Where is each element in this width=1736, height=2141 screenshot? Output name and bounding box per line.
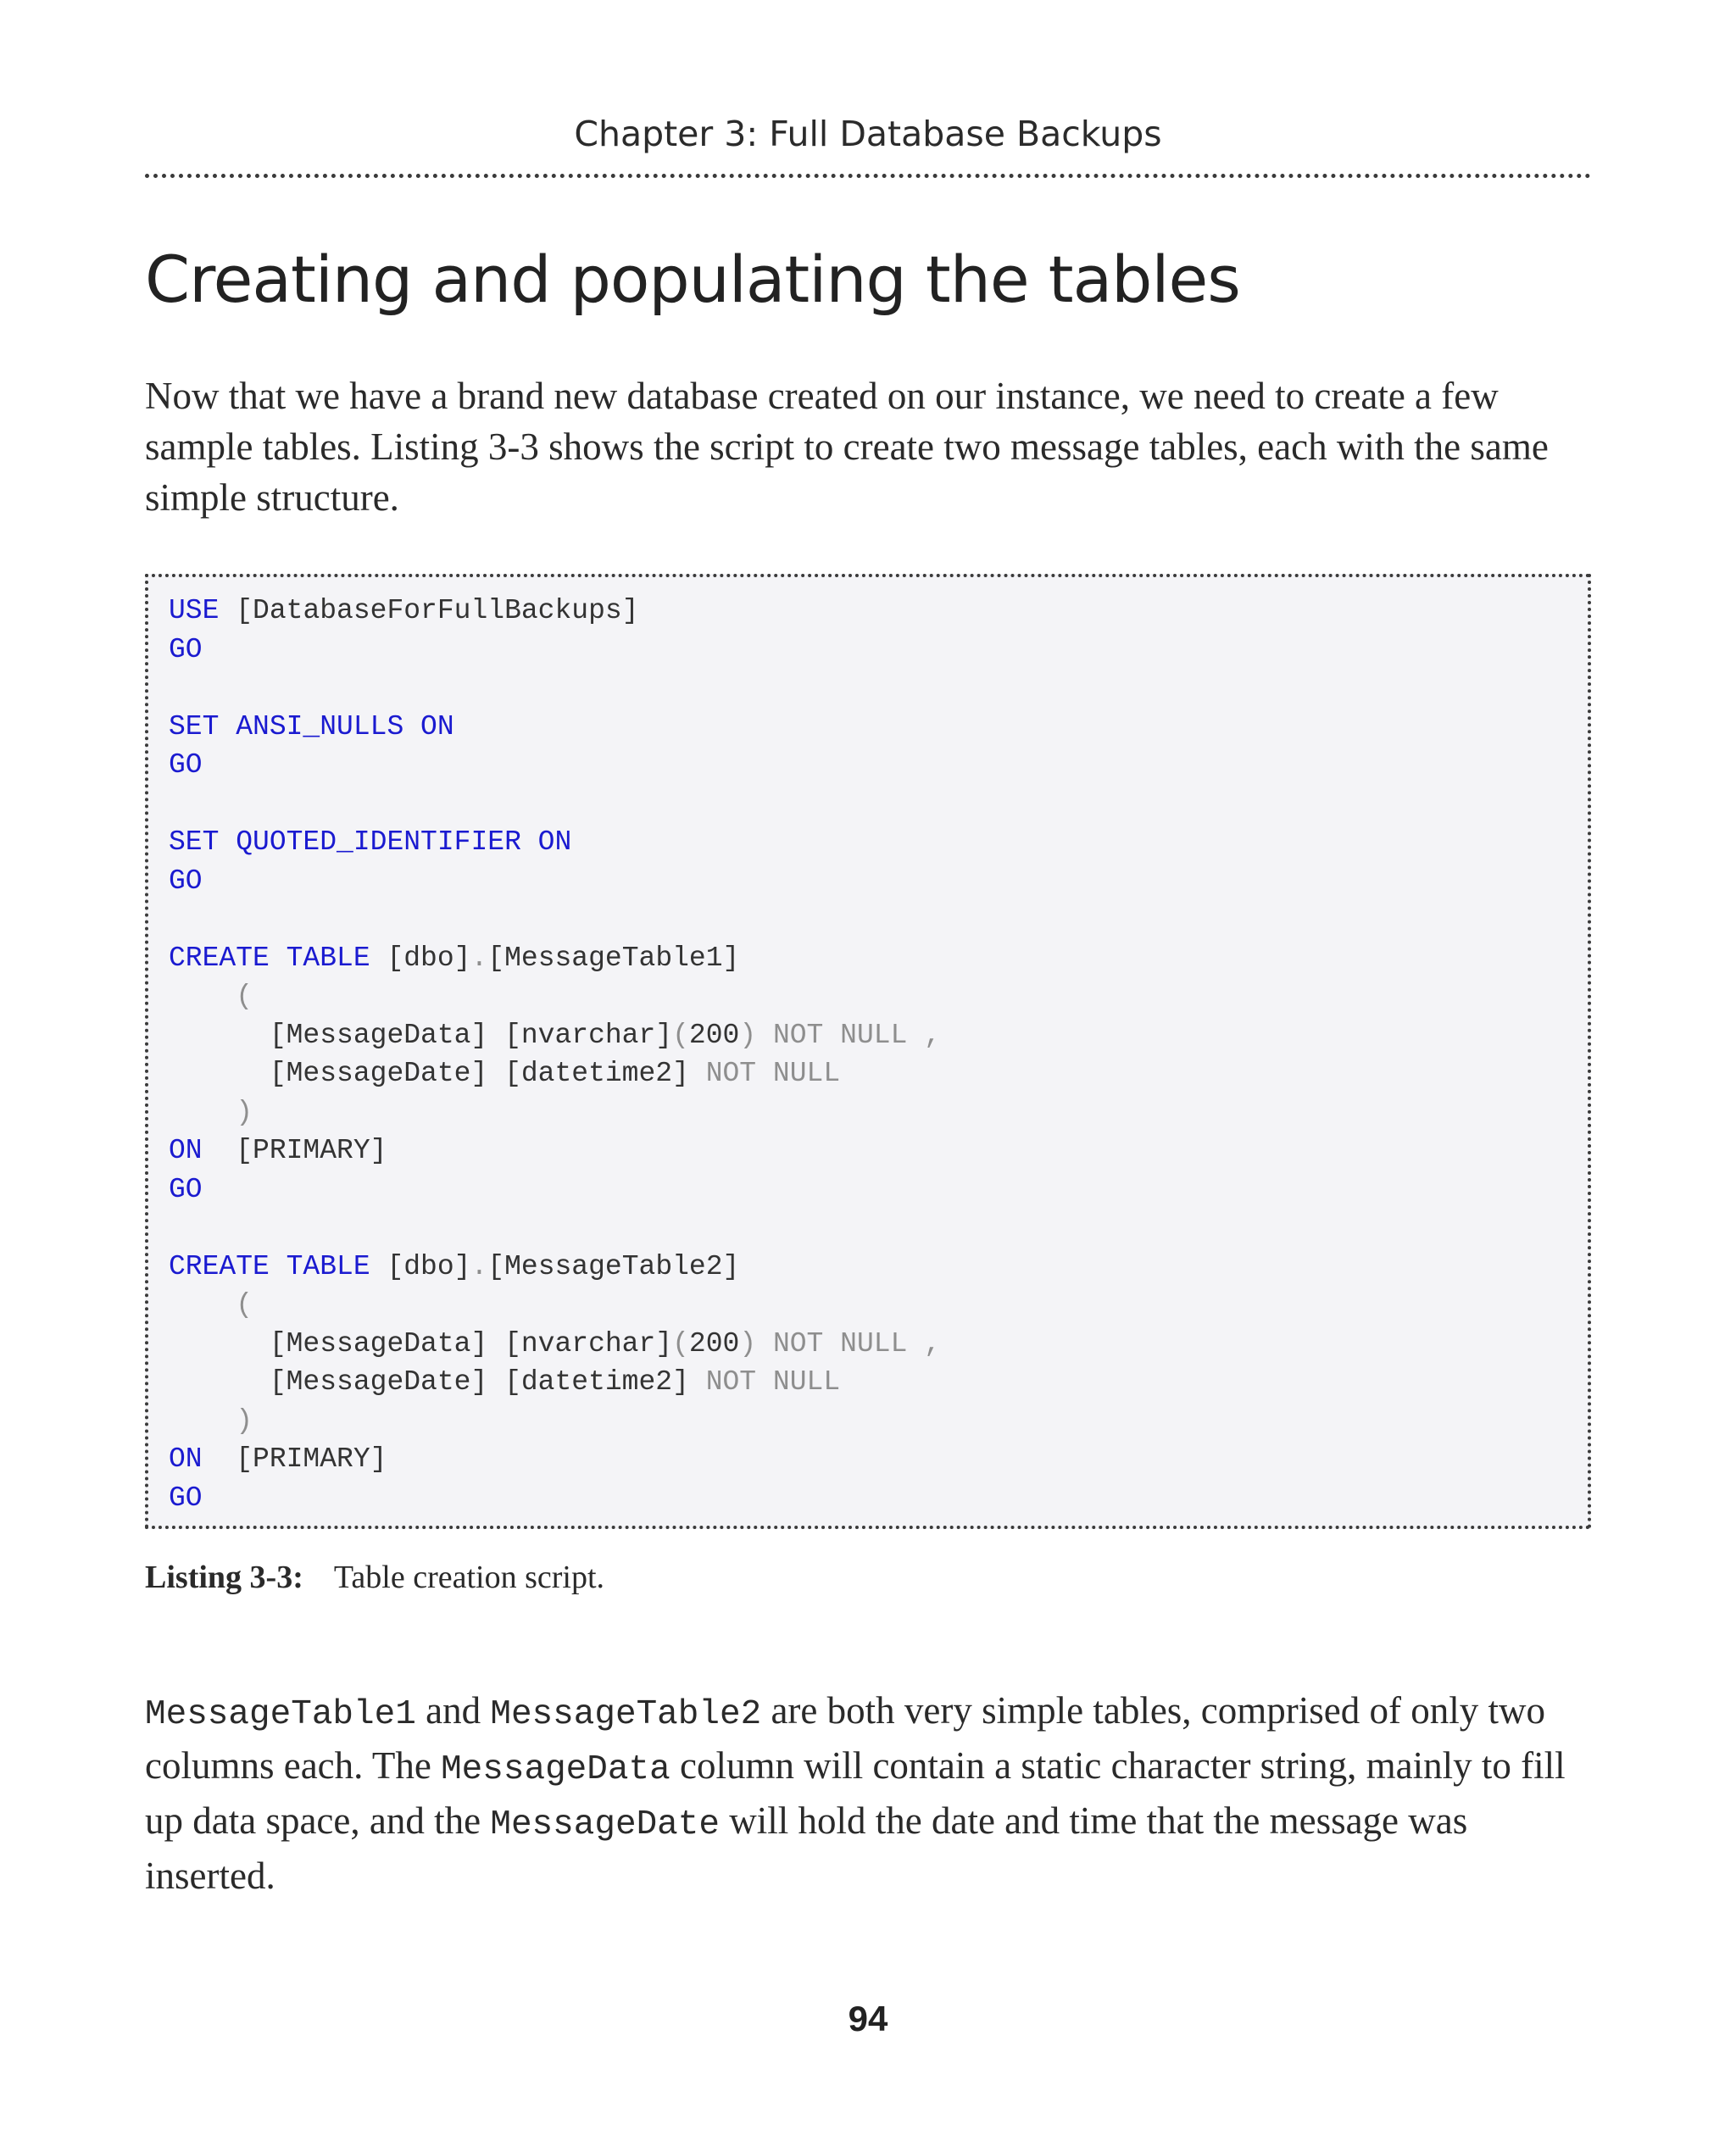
code-line — [169, 1325, 941, 1364]
code-keyword: GO — [169, 1173, 203, 1205]
page-number: 94 — [848, 1999, 888, 2038]
listing-caption — [145, 1559, 604, 1598]
code-token: [PRIMARY] — [202, 1443, 387, 1475]
code-keyword: GO — [169, 749, 203, 781]
code-token: [MessageData] [nvarchar] — [169, 1019, 673, 1051]
code-line — [169, 977, 941, 1016]
header-divider — [145, 174, 1591, 178]
code-keyword: CREATE TABLE — [169, 1250, 370, 1282]
code-token: [dbo] — [370, 942, 471, 974]
code-line — [169, 1402, 941, 1441]
code-token: ( — [672, 1019, 689, 1051]
code-keyword: SET QUOTED_IDENTIFIER ON — [169, 826, 572, 858]
intro-paragraph: Now that we have a brand new database created on our instance, we need to create a few sample tables. Listing 3-3 shows the script to create two message tables, each with the same simple structure. — [145, 375, 1549, 519]
code-term-messagetable1: MessageTable1 — [145, 1695, 416, 1734]
code-token: ( — [169, 981, 253, 1012]
code-keyword: SET ANSI_NULLS ON — [169, 710, 454, 742]
code-token: [MessageData] [nvarchar] — [169, 1327, 673, 1360]
code-line — [169, 1054, 941, 1093]
code-token: ) — [169, 1404, 253, 1437]
code-line — [169, 862, 941, 901]
code-line — [169, 823, 941, 862]
code-keyword: GO — [169, 633, 203, 665]
code-token: ) — [169, 1096, 253, 1128]
code-token: . — [470, 942, 488, 974]
code-token: ) NOT NULL , — [739, 1019, 941, 1051]
code-keyword: USE — [169, 595, 220, 626]
caption-label: Listing 3-3: — [145, 1560, 303, 1595]
code-token: [PRIMARY] — [202, 1135, 387, 1166]
code-keyword: GO — [169, 1482, 203, 1514]
code-line — [169, 746, 941, 785]
code-term-messagetable2: MessageTable2 — [490, 1695, 762, 1734]
code-line — [169, 1363, 941, 1402]
code-line — [169, 785, 941, 824]
code-lines — [169, 592, 941, 1517]
code-token: [DatabaseForFullBackups] — [219, 595, 639, 626]
code-keyword: ON — [169, 1135, 203, 1166]
code-keyword: ON — [169, 1443, 203, 1475]
code-token: [MessageTable2] — [487, 1250, 740, 1282]
code-line — [169, 1286, 941, 1325]
code-term-messagedata: MessageData — [441, 1750, 670, 1789]
code-token: ( — [672, 1327, 689, 1360]
code-line — [169, 1209, 941, 1248]
code-line — [169, 592, 941, 631]
code-token: ( — [169, 1289, 253, 1321]
code-listing — [145, 574, 1591, 1529]
code-token: [MessageDate] [datetime2] — [169, 1058, 706, 1089]
code-token: NOT NULL — [705, 1058, 841, 1089]
code-token: 200 — [688, 1327, 740, 1360]
body-text-4: will hold the date and time that the message was inserted. — [145, 1799, 1468, 1897]
code-line — [169, 939, 941, 978]
code-term-messagedate: MessageDate — [490, 1805, 720, 1844]
code-line — [169, 900, 941, 939]
section-title: Creating and populating the tables — [145, 242, 1240, 317]
code-keyword: GO — [169, 865, 203, 897]
code-line — [169, 1248, 941, 1287]
code-token: . — [470, 1250, 488, 1282]
code-line — [169, 1479, 941, 1518]
caption-text: Table creation script. — [333, 1560, 604, 1595]
code-token: NOT NULL — [705, 1366, 841, 1398]
running-header: Chapter 3: Full Database Backups — [574, 114, 1162, 154]
code-line — [169, 669, 941, 708]
code-keyword: CREATE TABLE — [169, 942, 370, 974]
body-text-2: are both very simple tables, comprised of only two columns each. The — [145, 1689, 1545, 1787]
code-line — [169, 631, 941, 670]
code-line — [169, 1440, 941, 1479]
code-token: [dbo] — [370, 1250, 471, 1282]
code-line — [169, 1171, 941, 1210]
code-token: ) NOT NULL , — [739, 1327, 941, 1360]
body-paragraph — [145, 1685, 1586, 1901]
code-line — [169, 708, 941, 747]
code-token: [MessageTable1] — [487, 942, 740, 974]
body-text-3: column will contain a static character string, mainly to fill up data space, and the — [145, 1744, 1566, 1842]
code-line — [169, 1016, 941, 1055]
code-token: 200 — [688, 1019, 740, 1051]
code-line — [169, 1093, 941, 1132]
body-text-1: and — [415, 1689, 491, 1732]
code-token: [MessageDate] [datetime2] — [169, 1366, 706, 1398]
code-line — [169, 1132, 941, 1171]
